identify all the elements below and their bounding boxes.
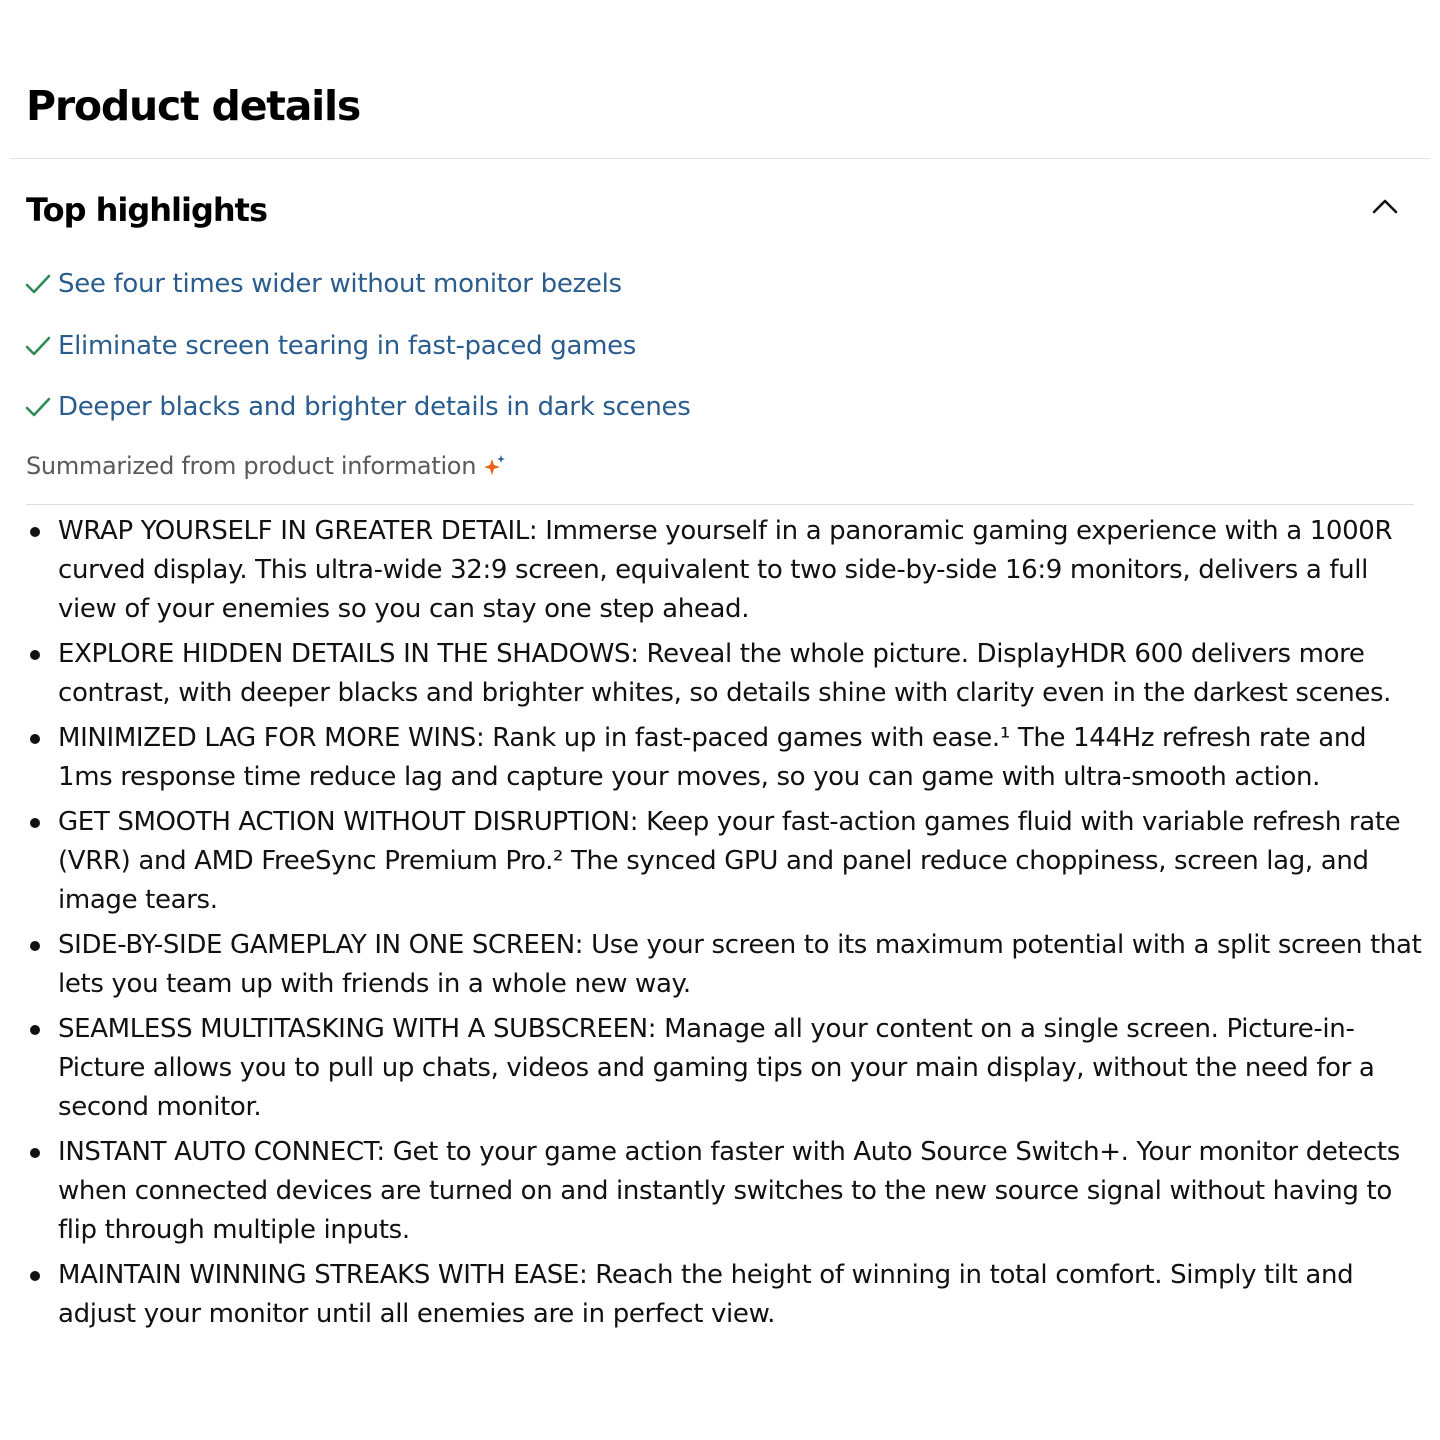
bullet-dot (30, 1025, 40, 1035)
detail-bullet-item (58, 512, 1422, 628)
highlights-list (24, 262, 690, 447)
detail-bullet-text: EXPLORE HIDDEN DETAILS IN THE SHADOWS: Reveal the whole picture. DisplayHDR 600 delivers more contrast, with deeper blacks and brighter whites, so details shine with clarity even in the darkest scenes. (58, 638, 1392, 708)
detail-bullet-item (58, 803, 1422, 919)
check-icon (24, 332, 52, 360)
highlight-text: Deeper blacks and brighter details in dark scenes (58, 392, 691, 422)
highlight-item (24, 262, 690, 306)
summary-note-text: Summarized from product information (26, 452, 477, 480)
check-icon (24, 270, 52, 298)
detail-bullet-text: GET SMOOTH ACTION WITHOUT DISRUPTION: Keep your fast-action games fluid with variable refresh rate (VRR) and AMD FreeSync Premium Pro.² The synced GPU and panel reduce choppiness, screen lag, and image tears. (58, 807, 1401, 915)
detail-bullet-item (58, 926, 1422, 1004)
page-title: Product details (26, 82, 361, 130)
summary-divider (26, 504, 1414, 505)
highlight-item (24, 324, 690, 368)
highlight-text: See four times wider without monitor bezels (58, 269, 622, 299)
check-icon (24, 393, 52, 421)
bullet-dot (30, 734, 40, 744)
detail-bullet-text: SIDE-BY-SIDE GAMEPLAY IN ONE SCREEN: Use your screen to its maximum potential with a split screen that lets you team up with friends in a whole new way. (58, 929, 1422, 999)
section-title-top-highlights: Top highlights (26, 191, 268, 229)
detail-bullet-text: INSTANT AUTO CONNECT: Get to your game action faster with Auto Source Switch+. Your monitor detects when connected devices are turned on and instantly switches to the new source signal without having to flip through multiple inputs. (58, 1136, 1400, 1245)
collapse-toggle-button[interactable] (1364, 184, 1406, 226)
detail-bullet-item (58, 635, 1422, 713)
sparkle-icon (482, 453, 508, 479)
bullet-dot (30, 650, 40, 660)
bullet-dot (30, 818, 40, 828)
detail-bullet-item (58, 1010, 1422, 1126)
detail-bullet-text: MINIMIZED LAG FOR MORE WINS: Rank up in fast-paced games with ease.¹ The 144Hz refresh rate and 1ms response time reduce lag and capture your moves, so you can game with ultra-smooth action. (58, 722, 1367, 792)
summary-note (26, 446, 508, 486)
details-bullet-list (58, 512, 1422, 1340)
detail-bullet-item (58, 719, 1422, 797)
bullet-dot (30, 941, 40, 951)
highlight-text: Eliminate screen tearing in fast-paced games (58, 330, 637, 361)
detail-bullet-text: SEAMLESS MULTITASKING WITH A SUBSCREEN: Manage all your content on a single screen. Picture-in-Picture allows you to pull up chats, videos and gaming tips on your main display, without the need for a second monitor. (58, 1014, 1375, 1122)
header-divider (10, 158, 1430, 159)
highlight-item (24, 385, 690, 429)
chevron-up-icon (1364, 184, 1406, 226)
bullet-dot (30, 1271, 40, 1281)
bullet-dot (30, 527, 40, 537)
detail-bullet-text: MAINTAIN WINNING STREAKS WITH EASE: Reach the height of winning in total comfort. Simply tilt and adjust your monitor until all enemies are in perfect view. (58, 1259, 1354, 1329)
bullet-dot (30, 1148, 40, 1158)
detail-bullet-item (58, 1133, 1422, 1249)
detail-bullet-item (58, 1256, 1422, 1334)
detail-bullet-text: WRAP YOURSELF IN GREATER DETAIL: Immerse yourself in a panoramic gaming experience with a 1000R curved display. This ultra-wide 32:9 screen, equivalent to two side-by-side 16:9 monitors, delivers a full view of your enemies so you can stay one step ahead. (58, 516, 1393, 624)
